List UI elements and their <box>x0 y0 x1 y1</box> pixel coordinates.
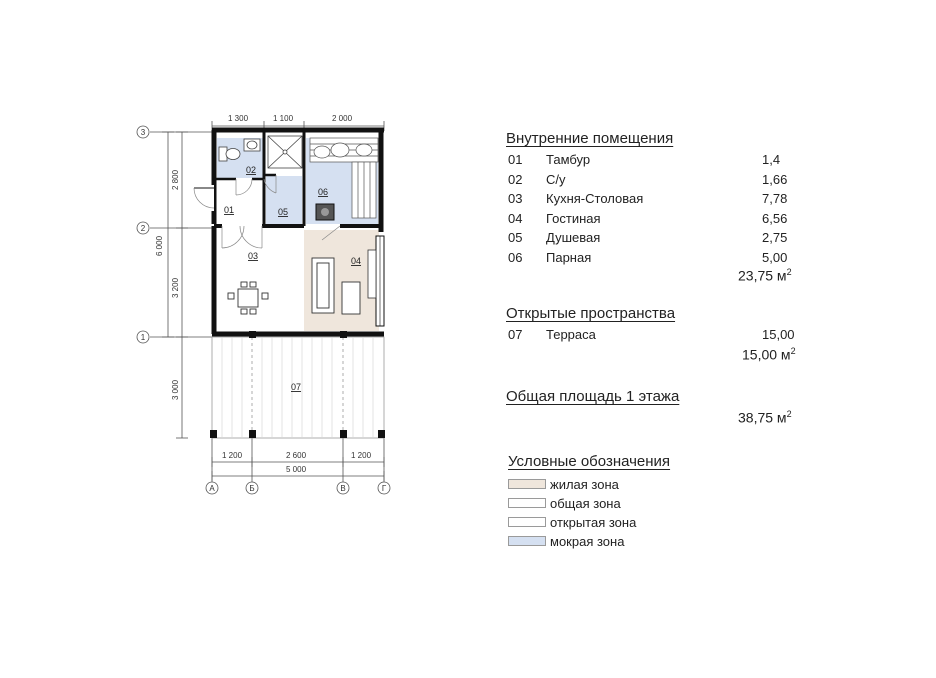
table-row: 06 Парная 5,00 <box>508 249 788 265</box>
room-label-07: 07 <box>291 382 302 392</box>
axis-1: 1 <box>140 333 146 342</box>
dim-bottom-2: 2 600 <box>286 451 307 460</box>
open-table <box>506 304 826 363</box>
legend-swatch <box>508 536 546 546</box>
dim-left-total: 6 000 <box>155 235 164 256</box>
window-right <box>376 236 384 326</box>
entry-door <box>194 185 214 211</box>
dim-bottom-1: 1 200 <box>222 451 243 460</box>
interior-title: Внутренние помещения <box>506 130 674 147</box>
room-label-02: 02 <box>246 165 257 175</box>
table-row: 02 С/у 1,66 <box>508 171 788 187</box>
floor-total-block <box>506 387 826 426</box>
dim-left-2: 3 200 <box>171 277 180 298</box>
room-label-04: 04 <box>351 256 362 266</box>
legend-item: мокрая зона <box>508 532 828 551</box>
axis-a: А <box>209 484 215 493</box>
shower-tray-icon <box>268 136 302 168</box>
floor-total: 38,75 $м^2$ <box>738 409 792 426</box>
legend-item: жилая зона <box>508 475 828 494</box>
room-label-01: 01 <box>224 205 235 215</box>
room-label-03: 03 <box>248 251 259 261</box>
dim-left-3: 3 000 <box>171 379 180 400</box>
legend-swatch <box>508 479 546 489</box>
dining-table-icon <box>228 282 268 314</box>
room-label-05: 05 <box>278 207 289 217</box>
axis-v: В <box>340 484 346 493</box>
axis-g: Г <box>381 484 387 493</box>
sink-icon <box>244 139 260 151</box>
table-row: 07 Терраса 15,00 <box>508 327 795 342</box>
interior-rows <box>506 150 826 267</box>
dim-top-3: 2 000 <box>332 114 353 123</box>
interior-table <box>506 129 826 284</box>
room-label-06: 06 <box>318 187 329 197</box>
dim-left-1: 2 800 <box>171 169 180 190</box>
legend-title: Условные обозначения <box>508 453 671 470</box>
open-total: 15,00 $м^2$ <box>742 346 796 363</box>
legend <box>508 452 828 551</box>
axis-b: Б <box>249 484 255 493</box>
axis-3: 3 <box>140 128 146 137</box>
tv-unit-icon <box>368 250 376 298</box>
table-row: 05 Душевая 2,75 <box>508 230 788 245</box>
table-row: 01 Тамбур 1,4 <box>508 152 781 167</box>
dim-bottom-3: 1 200 <box>351 451 372 460</box>
dim-top-2: 1 100 <box>273 114 294 123</box>
dim-top-1: 1 300 <box>228 114 249 123</box>
legend-swatch <box>508 498 546 508</box>
legend-item: общая зона <box>508 494 828 513</box>
dim-bottom-total: 5 000 <box>286 465 307 474</box>
open-title: Открытые пространства <box>506 305 676 322</box>
legend-swatch <box>508 517 546 527</box>
table-row: 04 Гостиная 6,56 <box>508 210 788 226</box>
floor-title: Общая площадь 1 этажа <box>506 388 680 405</box>
table-row: 03 Кухня-Столовая 7,78 <box>508 191 788 206</box>
interior-total: 23,75 $м^2$ <box>738 267 792 284</box>
legend-item: открытая зона <box>508 513 828 532</box>
sofa-icon <box>312 258 334 313</box>
armchair-icon <box>342 282 360 314</box>
stove-icon <box>316 204 334 220</box>
axis-2: 2 <box>140 224 146 233</box>
toilet-icon <box>219 147 240 161</box>
